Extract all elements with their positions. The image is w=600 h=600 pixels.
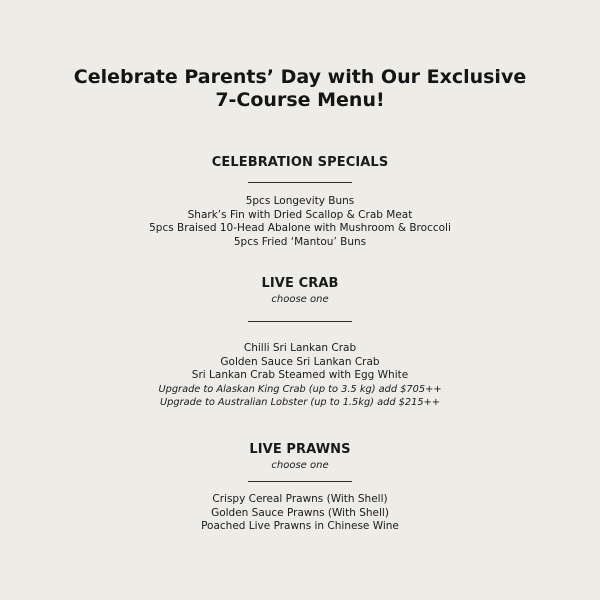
- section-items-live-crab: [0, 342, 600, 410]
- section-live-prawns: [0, 442, 600, 472]
- menu-item: Sri Lankan Crab Steamed with Egg White: [191, 369, 409, 382]
- menu-item: Chilli Sri Lankan Crab: [243, 342, 357, 354]
- menu-item: Shark’s Fin with Dried Scallop & Crab Meat: [187, 208, 413, 221]
- menu-item: 5pcs Fried ‘Mantou’ Buns: [233, 235, 367, 248]
- upgrade-note: Upgrade to Alaskan King Crab (up to 3.5 kg) add $705++: [158, 383, 442, 395]
- section-divider: [248, 321, 352, 322]
- menu-item: Crispy Cereal Prawns (With Shell): [212, 493, 388, 505]
- section-subheading: choose one: [271, 294, 329, 305]
- section-live-crab: [0, 276, 600, 306]
- section-divider: [248, 182, 352, 183]
- title-line-2: 7-Course Menu!: [215, 89, 385, 111]
- section-heading: LIVE CRAB: [261, 276, 339, 291]
- upgrade-note: Upgrade to Australian Lobster (up to 1.5kg) add $215++: [159, 397, 441, 409]
- section-celebration-specials: [0, 155, 600, 171]
- title-line-1: Celebrate Parents’ Day with Our Exclusive: [73, 66, 527, 88]
- section-items-live-prawns: [0, 493, 600, 534]
- section-heading: CELEBRATION SPECIALS: [211, 155, 389, 170]
- section-divider: [248, 481, 352, 482]
- menu-item: Golden Sauce Sri Lankan Crab: [220, 355, 380, 368]
- section-subheading: choose one: [271, 460, 329, 471]
- menu-item: Poached Live Prawns in Chinese Wine: [201, 520, 399, 533]
- menu-item: 5pcs Longevity Buns: [245, 195, 355, 207]
- menu-item: Golden Sauce Prawns (With Shell): [211, 506, 389, 519]
- section-items-celebration: [0, 195, 600, 249]
- menu-item: 5pcs Braised 10-Head Abalone with Mushroom & Broccoli: [149, 222, 451, 235]
- section-heading: LIVE PRAWNS: [249, 442, 351, 457]
- page-title: [0, 66, 600, 112]
